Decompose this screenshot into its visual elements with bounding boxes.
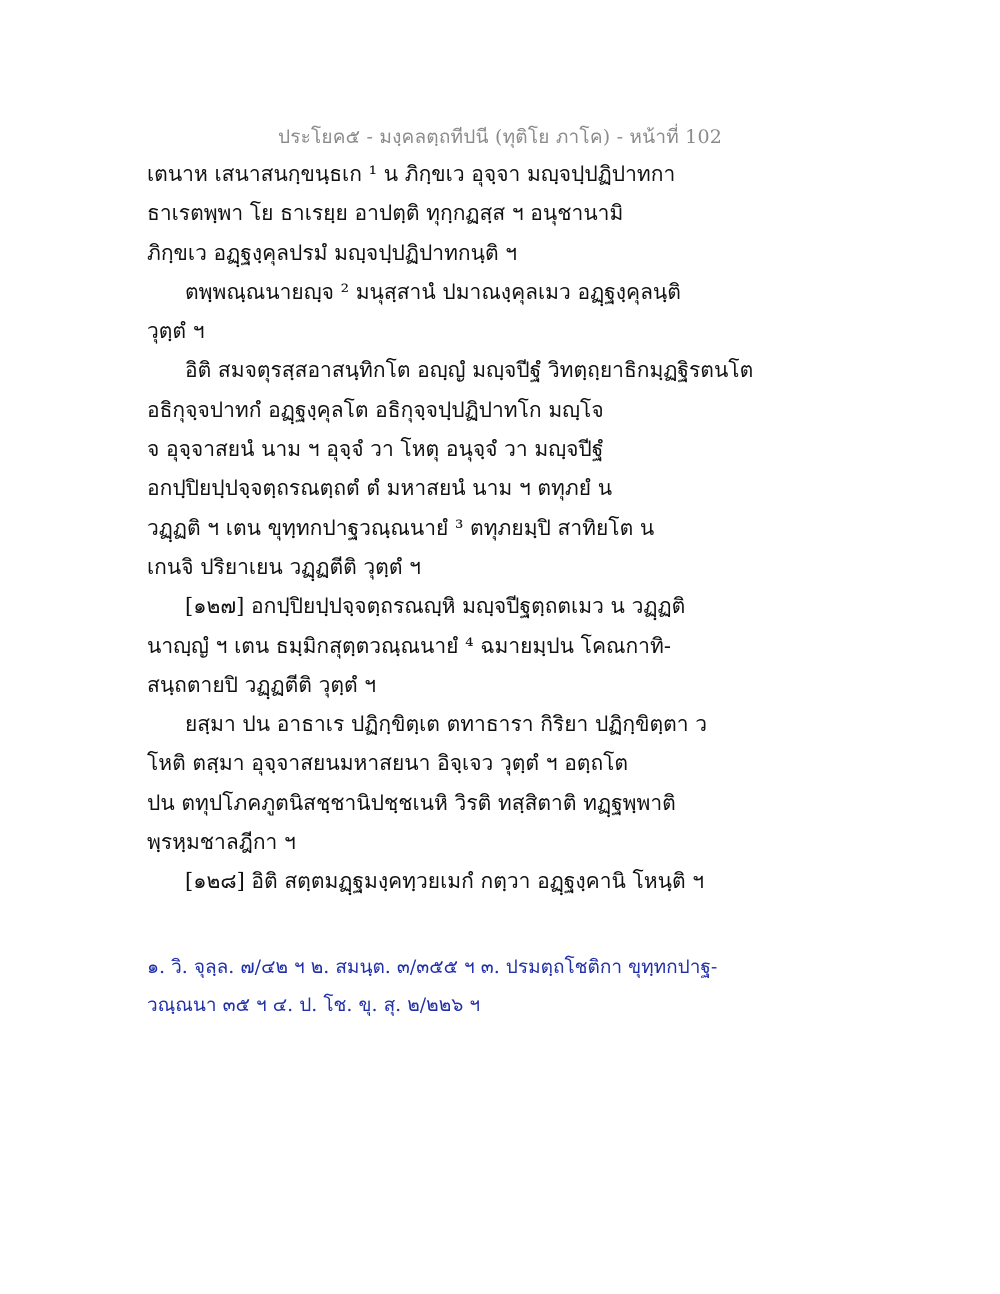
body-line: อิติ สมจตุรสฺสอาสนฺทิกโต อญฺญํ มญฺจปีฐํ วิทตฺถฺยาธิกมฺฏฐิรตนโต — [185, 358, 754, 383]
body-line: วฏฺฏติ ฯ เตน ขุทฺทกปาฐวณฺณนายํ ³ ตทุภยมฺปิ สาทิยโต น — [147, 515, 655, 540]
footnotes — [147, 948, 867, 1024]
body-line: ภิกฺขเว อฏฺฐงฺคุลปรมํ มญฺจปฺปฏิปาทกนฺติ ฯ — [147, 240, 518, 265]
body-line: สนฺถตายปิ วฏฺฏตีติ วุตฺตํ ฯ — [147, 672, 377, 697]
body-line: จ อุจฺจาสยนํ นาม ฯ อุจฺจํ วา โหตุ อนุจฺจํ วา มญฺจปีฐํ — [147, 437, 604, 462]
body-line: ปน ตทุปโภคภูตนิสชฺชานิปชฺชเนหิ วิรติ ทสฺสิตาติ ทฏฺฐพฺพาติ — [147, 790, 676, 815]
body-line: ตพฺพณฺณนายญฺจ ² มนุสฺสานํ ปมาณงฺคุลเมว อฏฺฐงฺคุลนฺติ — [185, 279, 681, 304]
body-line: อกปฺปิยปฺปจฺจตฺถรณตฺถตํ ตํ มหาสยนํ นาม ฯ ตทุภยํ น — [147, 476, 613, 501]
body-line: วุตฺตํ ฯ — [147, 319, 205, 344]
body-line: โหติ ตสฺมา อุจฺจาสยนมหาสยนา อิจฺเจว วุตฺตํ ฯ อตฺถโต — [147, 751, 629, 776]
body-line: นาญฺญํ ฯ เตน ธมฺมิกสุตฺตวณฺณนายํ ⁴ ฉมายมฺปน โคณกาทิ- — [147, 633, 671, 658]
body-line: ธาเรตพฺพา โย ธาเรยฺย อาปตฺติ ทุกฺกฏสฺส ฯ อนุชานามิ — [147, 201, 624, 226]
body-line: [๑๒๗] อกปฺปิยปฺปจฺจตฺถรณญฺหิ มญฺจปีฐตฺถตเมว น วฏฺฏติ — [185, 594, 686, 619]
body-line: อธิกุจฺจปาทกํ อฏฺฐงฺคุลโต อธิกุจฺจปฺปฏิปาทโก มญฺโจ — [147, 397, 604, 422]
body-line: เกนจิ ปริยาเยน วฏฺฏตีติ วุตฺตํ ฯ — [147, 554, 421, 579]
body-line: ยสฺมา ปน อาธาเร ปฏิกฺขิตฺเต ตทาธารา กิริยา ปฏิกฺขิตฺตา ว — [185, 712, 707, 737]
body-line: พฺรหฺมชาลฎีกา ฯ — [147, 830, 296, 855]
page-header: ประโยค๕ - มงฺคลตฺถทีปนี (ทุติโย ภาโค) - หน้าที่ 102 — [277, 126, 723, 148]
body-line: [๑๒๘] อิติ สตฺตมฏฺฐมงฺคทฺวยเมกํ กตฺวา อฏฺฐงฺคานิ โหนฺติ ฯ — [185, 869, 705, 894]
body-line: เตนาห เสนาสนกฺขนฺธเก ¹ น ภิกฺขเว อุจฺจา มญฺจปฺปฏิปาทกา — [147, 162, 676, 186]
footnote-line: วณฺณนา ๓๕ ฯ ๔. ป. โช. ขุ. สุ. ๒/๒๒๖ ฯ — [147, 994, 481, 1016]
body-text — [147, 155, 867, 902]
footnote-line: ๑. วิ. จุลฺล. ๗/๔๒ ฯ ๒. สมนฺต. ๓/๓๕๕ ฯ ๓. ปรมตฺถโชติกา ขุทฺทกปาฐ- — [147, 956, 718, 978]
